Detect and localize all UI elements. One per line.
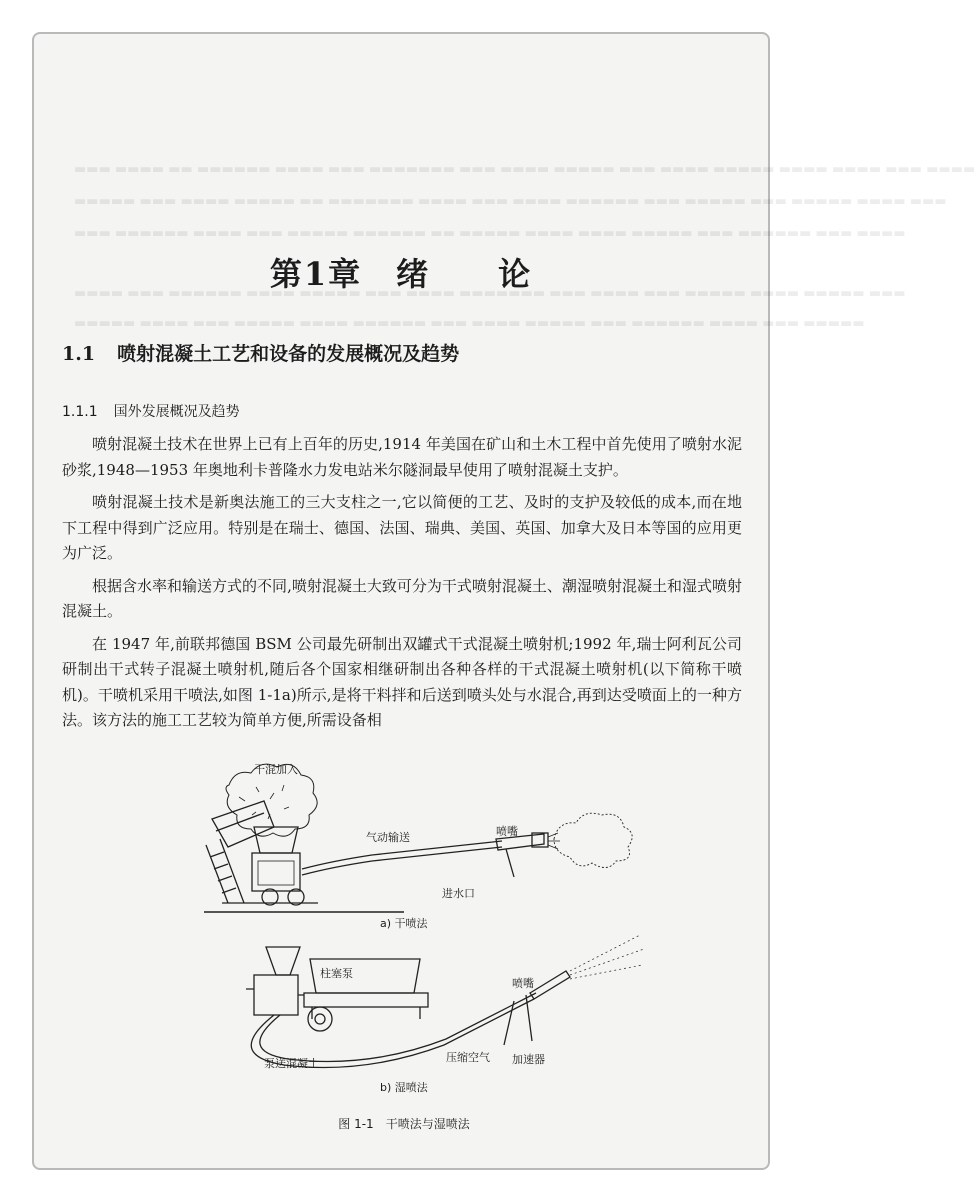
paragraph: 喷射混凝土技术是新奥法施工的三大支柱之一,它以简便的工艺、及时的支护及较低的成本,而在地下工程中得到广泛应用。特别是在瑞士、德国、法国、瑞典、美国、英国、加拿大及日本等国的应用更为广泛。: [62, 493, 742, 562]
sublabel-wet: b) 湿喷法: [380, 1081, 428, 1094]
label-piston-pump: 柱塞泵: [320, 967, 353, 980]
show-through-texture: ▬▬▬▬ ▬▬▬ ▬▬▬▬▬▬ ▬▬▬▬ ▬▬▬▬▬ ▬▬▬ ▬▬▬▬ ▬▬▬▬▬▬▬ ▬▬▬ ▬▬▬▬ ▬▬▬ ▬▬▬▬▬ ▬▬▬▬ ▬▬▬▬▬ ▬▬▬: [74, 286, 906, 301]
label-nozzle-dry: 喷嘴: [496, 825, 518, 838]
sublabel-dry: a) 干喷法: [380, 917, 428, 930]
subsection-heading: [62, 401, 240, 421]
show-through-texture: ▬▬▬▬▬ ▬▬▬ ▬▬▬▬ ▬▬▬▬▬ ▬▬ ▬▬▬▬▬▬▬ ▬▬▬▬ ▬▬▬ ▬▬▬▬ ▬▬▬▬▬▬ ▬▬▬ ▬▬▬▬▬ ▬▬▬ ▬▬▬▬▬ ▬▬▬▬ ▬▬▬: [74, 194, 947, 209]
body-text: [62, 432, 742, 741]
figure-caption: 图 1-1 干喷法与湿喷法: [338, 1117, 470, 1131]
show-through-texture: ▬▬▬▬▬ ▬▬▬▬ ▬▬▬ ▬▬▬▬▬ ▬▬▬▬ ▬▬▬▬▬▬ ▬▬▬ ▬▬▬▬ ▬▬▬▬▬ ▬▬▬ ▬▬▬▬▬▬ ▬▬▬▬ ▬▬▬ ▬▬▬▬▬: [74, 316, 865, 331]
label-dry-feed: 干混加入: [254, 763, 298, 776]
section-title: 喷射混凝土工艺和设备的发展概况及趋势: [117, 343, 460, 365]
paragraph: 喷射混凝土技术在世界上已有上百年的历史,1914 年美国在矿山和土木工程中首先使用了喷射水泥砂浆,1948—1953 年奥地利卡普隆水力发电站米尔隧洞最早使用了喷射混凝土支护。: [62, 435, 742, 479]
section-heading: [62, 339, 459, 366]
label-water-inlet: 进水口: [442, 887, 475, 900]
label-nozzle-wet: 喷嘴: [512, 977, 534, 990]
subsection-title: 国外发展概况及趋势: [113, 404, 240, 420]
figure-1-1: [134, 727, 674, 1147]
dry-spray-machine-drawing: [204, 764, 632, 912]
label-accelerator: 加速器: [512, 1053, 545, 1066]
chapter-title: 第1章 绪 论: [269, 255, 533, 293]
book-page: [32, 32, 975, 1170]
show-through-texture: ▬▬▬ ▬▬▬▬ ▬▬ ▬▬▬▬▬▬ ▬▬▬▬ ▬▬▬ ▬▬▬▬▬▬▬ ▬▬▬ ▬▬▬▬ ▬▬▬▬▬ ▬▬▬ ▬▬▬▬ ▬▬▬▬▬ ▬▬▬▬ ▬▬▬▬ ▬▬▬ ▬▬▬▬: [74, 162, 975, 177]
paragraph: 在 1947 年,前联邦德国 BSM 公司最先研制出双罐式干式混凝土喷射机;1992 年,瑞士阿利瓦公司研制出干式转子混凝土喷射机,随后各个国家相继研制出各种各样的干式混凝土喷射机(以下简称干喷机)。干喷机采用干喷法,如图 1-1a)所示,是将干料拌和后送到喷头处与水混合,再到达受喷面上的一种方法。该方法的施工工艺较为简单方便,所需设备相: [62, 634, 742, 729]
wet-spray-machine-drawing: [246, 935, 644, 1068]
label-compressed-air: 压缩空气: [446, 1051, 490, 1064]
label-pneumatic-conveying: 气动输送: [366, 831, 410, 844]
subsection-number: 1.1.1: [62, 404, 98, 420]
paragraph: 根据含水率和输送方式的不同,喷射混凝土大致可分为干式喷射混凝土、潮湿喷射混凝土和湿式喷射混凝土。: [62, 576, 742, 620]
show-through-texture: ▬▬▬ ▬▬▬▬▬▬ ▬▬▬▬ ▬▬▬ ▬▬▬▬▬ ▬▬▬▬▬▬ ▬▬ ▬▬▬▬▬ ▬▬▬▬ ▬▬▬▬ ▬▬▬▬▬ ▬▬▬ ▬▬▬▬▬▬ ▬▬▬ ▬▬▬▬: [74, 226, 906, 241]
label-pumped-concrete: 泵送混凝土: [264, 1057, 319, 1070]
section-number: 1.1: [62, 343, 96, 365]
